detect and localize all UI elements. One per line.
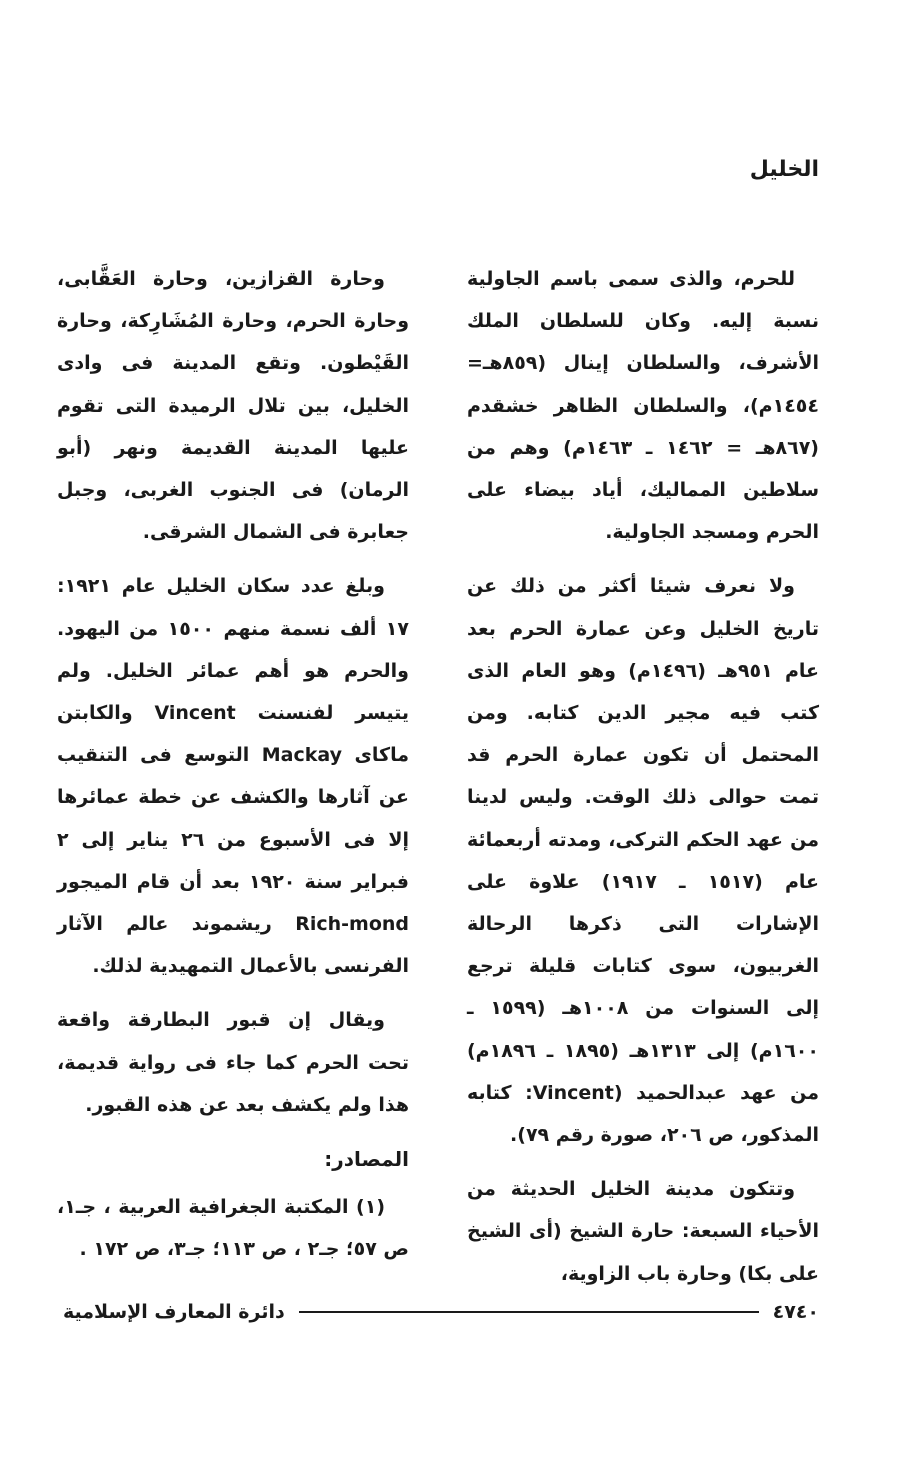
paragraph: ولا نعرف شيئا أكثر من ذلك عن تاريخ الخليل وعن عمارة الحرم بعد عام ٩٥١هـ (١٤٩٦م) وهو العام الذى كتب فيه مجير الدين كتابه. ومن المحتمل أن تكون عمارة الحرم قد تمت حوالى ذلك الوقت. وليس لدينا من عهد الحكم التركى، ومدته أربعمائة عام (١٥١٧ ـ ١٩١٧) علاوة على الإشارات التى ذكرها الرحالة الغربيون، سوى كتابات قليلة ترجع إلى السنوات من ١٠٠٨هـ (١٥٩٩ ـ ١٦٠٠م) إلى ١٣١٣هـ (١٨٩٥ ـ ١٨٩٦م) من عهد عبدالحميد (Vincent: كتابه المذكور، ص ٢٠٦، صورة رقم ٧٩).	[467, 575, 820, 1147]
paragraph: وحارة القزازين، وحارة العَقَّابى، وحارة الحرم، وحارة المُشَارِكة، وحارة القَيْطون. وتقع المدينة فى وادى الخليل، بين تلال الرميدة التى تقوم عليها المدينة القديمة ونهر (أبو الرمان) فى الجنوب الغربى، وجبل جعابرة فى الشمال الشرقى.	[57, 268, 409, 544]
running-head: الخليل	[749, 157, 819, 182]
left-column	[57, 258, 409, 1271]
sources-heading: المصادر:	[324, 1147, 409, 1172]
paragraph: ويقال إن قبور البطارقة واقعة تحت الحرم كما جاء فى رواية قديمة، هذا ولم يكشف بعد عن هذه القبور.	[57, 1009, 409, 1116]
page-number: ٤٧٤٠	[772, 1301, 819, 1323]
footer-rule	[299, 1311, 759, 1313]
right-column	[467, 258, 819, 1307]
paragraph: وتتكون مدينة الخليل الحديثة من الأحياء السبعة: حارة الشيخ (أى الشيخ على بكا) وحارة باب الزاوية،	[467, 1178, 819, 1285]
page-footer	[63, 1292, 819, 1332]
publication-title: دائرة المعارف الإسلامية	[63, 1301, 285, 1323]
paragraph: وبلغ عدد سكان الخليل عام ١٩٢١: ١٧ ألف نسمة منهم ١٥٠٠ من اليهود. والحرم هو أهم عمائر الخليل. ولم يتيسر لفنسنت Vincent والكابتن ماكاى Mackay التوسع فى التنقيب عن آثارها والكشف عن خطة عمائرها إلا فى الأسبوع من ٢٦ يناير إلى ٢ فبراير سنة ١٩٢٠ بعد أن قام الميجور Rich-mond ريشموند عالم الآثار الفرنسى بالأعمال التمهيدية لذلك.	[57, 575, 410, 978]
paragraph: للحرم، والذى سمى باسم الجاولية نسبة إليه. وكان للسلطان الملك الأشرف، والسلطان إينال (٨٥٩هـ= ١٤٥٤م)، والسلطان الظاهر خشقدم (٨٦٧هـ = ١٤٦٢ ـ ١٤٦٣م) وهم من سلاطين المماليك، أياد بيضاء على الحرم ومسجد الجاولية.	[467, 268, 819, 544]
reference-item: (١) المكتبة الجغرافية العربية ، جـ١، ص ٥٧؛ جـ٢ ، ص ١١٣؛ جـ٣، ص ١٧٢ .	[57, 1196, 409, 1261]
